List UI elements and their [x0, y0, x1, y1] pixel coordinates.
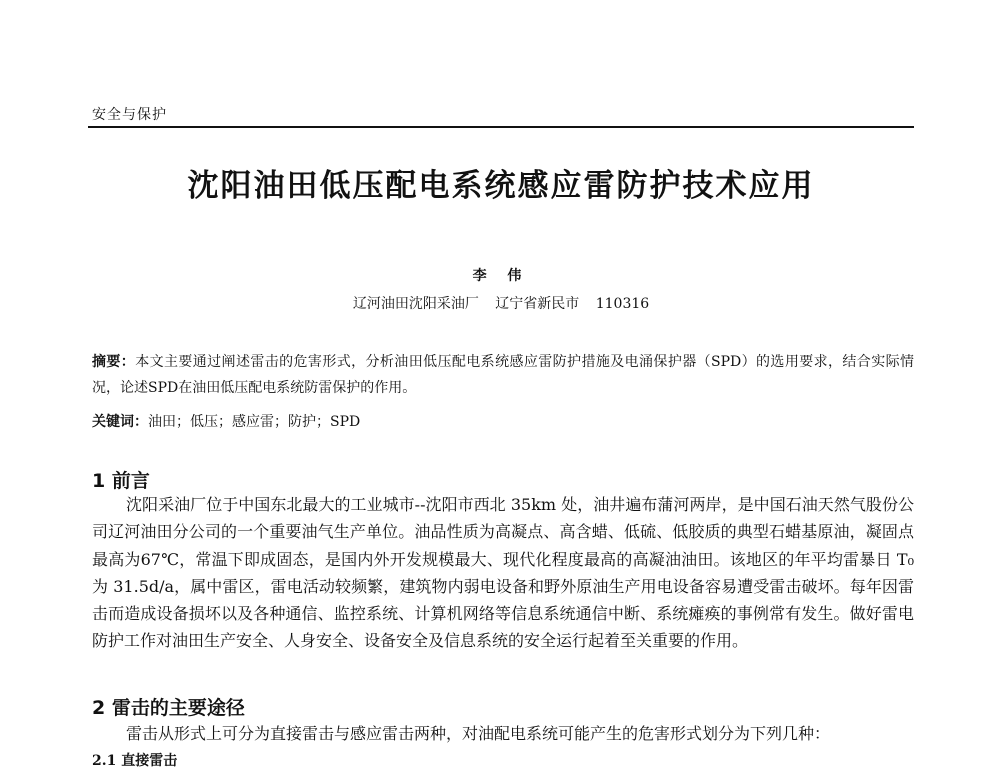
keywords — [92, 409, 914, 435]
keywords-text: 油田；低压；感应雷；防护；SPD — [148, 414, 361, 430]
section-paragraph-introduction: 沈阳采油厂位于中国东北最大的工业城市--沈阳市西北 35km 处，油井遍布蒲河两岸，是中国石油天然气股份公司辽河油田分公司的一个重要油气生产单位。油品性质为高凝点、高含蜡、低硫、低胶质的典型石蜡基原油，凝固点最高为67℃，常温下即成固态，是国内外开发规模最大、现代化程度最高的高凝油油田。该地区的年平均雷暴日 T₀为 31.5d/a，属中雷区，雷电活动较频繁，建筑物内弱电设备和野外原油生产用电设备容易遭受雷击破坏。每年因雷击而造成设备损坏以及各种通信、监控系统、计算机网络等信息系统通信中断、系统瘫痪的事例常有发生。做好雷电防护工作对油田生产安全、人身安全、设备安全及信息系统的安全运行起着至关重要的作用。 — [92, 495, 914, 651]
paper-title: 沈阳油田低压配电系统感应雷防护技术应用 — [187, 168, 815, 204]
abstract — [92, 349, 914, 401]
author-name: 李 伟 — [472, 268, 530, 284]
abstract-label: 摘要： — [92, 354, 136, 370]
section-heading-lightning-paths: 2 雷击的主要途径 — [92, 697, 245, 719]
header-rule — [88, 126, 914, 128]
running-head: 安全与保护 — [92, 107, 167, 123]
section-paragraph-lightning-paths: 雷击从形式上可分为直接雷击与感应雷击两种，对油配电系统可能产生的危害形式划分为下列几种： — [126, 724, 831, 743]
section-heading-introduction: 1 前言 — [92, 470, 150, 492]
subsection-heading-direct-strike: 2.1 直接雷击 — [92, 753, 178, 769]
abstract-text: 本文主要通过阐述雷击的危害形式，分析油田低压配电系统感应雷防护措施及电涌保护器（SPD）的选用要求，结合实际情况，论述SPD在油田低压配电系统防雷保护的作用。 — [92, 354, 914, 396]
author-affiliation: 辽河油田沈阳采油厂 辽宁省新民市 110316 — [352, 296, 650, 312]
keywords-label: 关键词： — [92, 414, 148, 430]
